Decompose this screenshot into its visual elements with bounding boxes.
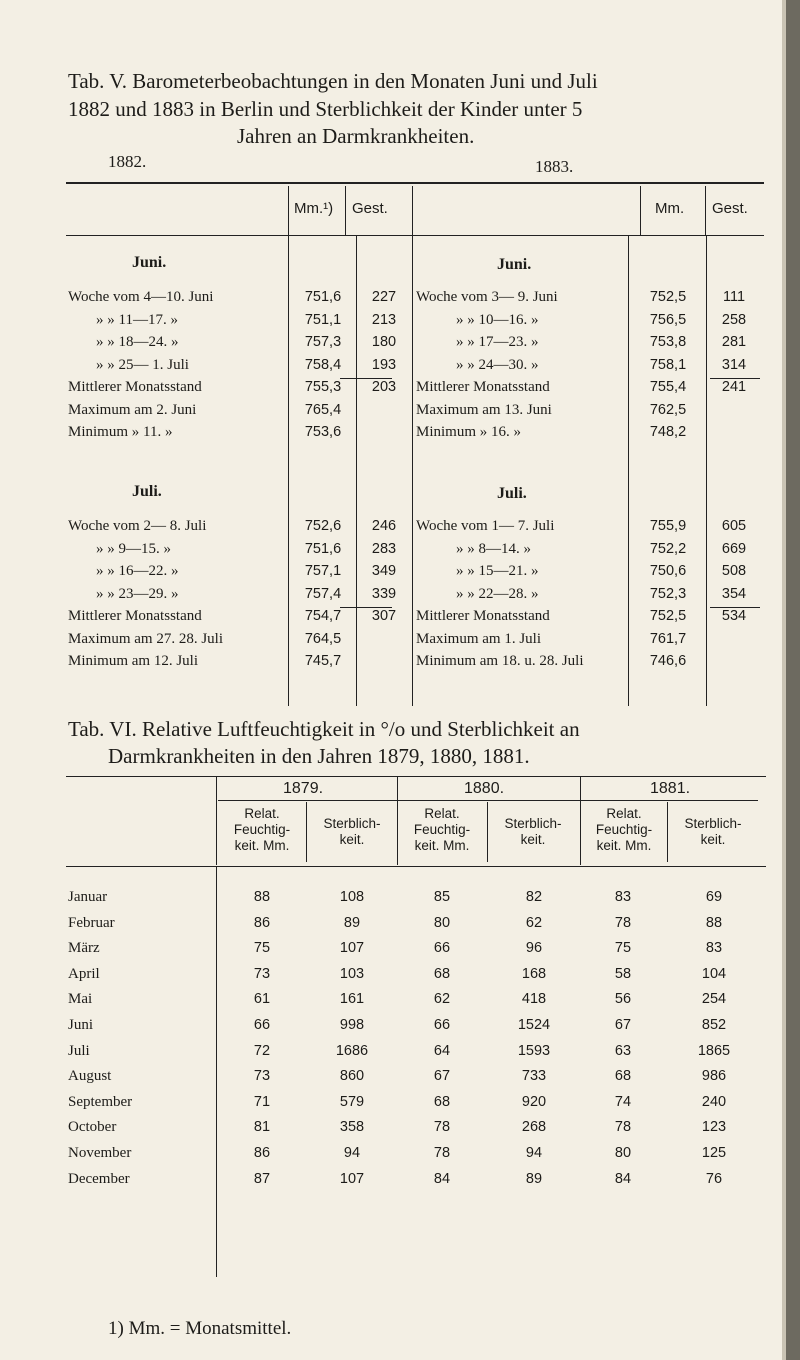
- tab5-mm-left: 753,6: [304, 424, 342, 440]
- tab5-section-heading-right: Juni.: [497, 256, 532, 273]
- tab6-body-v1: [216, 867, 217, 1277]
- tab6-cell-value: 920: [521, 1093, 547, 1110]
- tab6-month-label: October: [68, 1119, 117, 1136]
- tab5-gest-left: 203: [371, 379, 397, 395]
- tab6-sub-humidity: keit. Mm.: [596, 838, 652, 853]
- tab6-cell-value: 358: [339, 1119, 365, 1136]
- tab5-mm-left: 751,6: [304, 540, 342, 557]
- tab5-gest-right: 314: [721, 356, 747, 373]
- tab5-mm-left: 751,1: [304, 311, 342, 328]
- tab6-cell-value: 852: [701, 1017, 727, 1033]
- tab5-mm-right: 761,7: [649, 630, 687, 647]
- tab5-section-heading-left: Juli.: [132, 483, 162, 500]
- tab5-row-label-right: Minimum » 16. »: [416, 424, 522, 440]
- tab6-sub-humidity: Feuchtig-: [413, 822, 471, 837]
- tab6-cell-value: 78: [614, 1119, 632, 1136]
- tab5-header-rule: [66, 235, 764, 236]
- tab5-row-label-left: Mittlerer Monatsstand: [68, 379, 202, 395]
- tab6-sub-mortality: keit.: [700, 832, 726, 847]
- tab6-cell-value: 67: [433, 1068, 451, 1085]
- tab6-cell-value: 83: [614, 889, 632, 905]
- tab6-cell-value: 61: [253, 991, 271, 1008]
- tab5-gest-left: 307: [371, 608, 397, 624]
- tab5-row-label-left: Minimum am 12. Juli: [68, 653, 199, 669]
- tab6-month-label: Mai: [68, 991, 93, 1008]
- tab6-cell-value: 86: [253, 914, 271, 931]
- tab5-row-label-left: » » 18—24. »: [96, 334, 179, 350]
- tab6-cell-value: 64: [433, 1042, 451, 1059]
- tab6-sub-humidity: Relat.: [424, 806, 460, 821]
- tab5-mm-left: 752,6: [304, 518, 342, 534]
- tab5-row-label-left: » » 11—17. »: [96, 311, 178, 328]
- tab6-cell-value: 72: [253, 1042, 271, 1059]
- tab5-hdr-v3: [412, 186, 413, 236]
- tab6-cell-value: 63: [614, 1042, 632, 1059]
- tab5-row-label-left: » » 23—29. »: [96, 585, 179, 602]
- tab6-year-1880: 1880.: [464, 780, 505, 797]
- tab6-cell-value: 71: [253, 1093, 271, 1110]
- tab6-cell-value: 87: [253, 1170, 271, 1187]
- tab5-row-label-right: Woche vom 3— 9. Juni: [416, 289, 558, 305]
- tab6-cell-value: 579: [339, 1093, 365, 1110]
- tab6-cell-value: 73: [253, 1068, 271, 1085]
- tab6-sub-mortality: keit.: [339, 832, 365, 847]
- tab5-mean-rule-right: [710, 378, 760, 379]
- tab6-month-label: Februar: [68, 914, 115, 931]
- tab6-cell-value: 62: [525, 914, 543, 931]
- tab6-cell-value: 66: [433, 1017, 451, 1033]
- tab6-cell-value: 240: [701, 1093, 727, 1110]
- tab5-gest-right: 669: [721, 540, 747, 557]
- tab5-mm-right: 756,5: [649, 311, 687, 328]
- tab5-mean-rule-left: [340, 378, 392, 379]
- tab5-row-label-left: Mittlerer Monatsstand: [68, 608, 202, 624]
- tab6-month-label: April: [68, 965, 100, 982]
- tab5-gest-left: 246: [371, 518, 397, 534]
- tab6-cell-value: 125: [701, 1145, 727, 1161]
- tab6-cell-value: 58: [614, 965, 632, 982]
- tab5-gest-left: 339: [371, 585, 397, 602]
- tab5-title-line3: Jahren an Darmkrankheiten.: [237, 124, 475, 148]
- tab6-cell-value: 1524: [517, 1017, 551, 1033]
- tab5-section-heading-right: Juli.: [497, 485, 527, 502]
- tab6-cell-value: 84: [433, 1170, 451, 1187]
- tab6-cell-value: 80: [433, 914, 451, 931]
- tab6-hdr-v0: [216, 777, 217, 865]
- tab6-cell-value: 69: [705, 889, 723, 905]
- tab5-gest-right: 281: [721, 334, 747, 350]
- tab5-mm-right: 762,5: [649, 401, 687, 418]
- tab5-row-label-right: Minimum am 18. u. 28. Juli: [416, 653, 584, 669]
- tab6-cell-value: 76: [705, 1170, 723, 1187]
- tab6-cell-value: 83: [705, 940, 723, 957]
- tab6-cell-value: 75: [253, 940, 271, 957]
- tab6-cell-value: 68: [614, 1068, 632, 1085]
- tab6-top-rule: [66, 776, 766, 777]
- tab5-row-label-right: » » 8—14. »: [456, 540, 531, 557]
- tab6-cell-value: 89: [525, 1170, 543, 1187]
- tab5-row-label-left: Maximum am 2. Juni: [68, 401, 197, 418]
- tab5-row-label-left: Woche vom 2— 8. Juli: [68, 518, 207, 534]
- tab5-mm-right: 755,9: [649, 518, 687, 534]
- tab6-cell-value: 94: [525, 1145, 543, 1161]
- tab6-header-rule: [66, 866, 766, 867]
- tab6-cell-value: 161: [339, 991, 365, 1008]
- tab6-cell-value: 82: [525, 889, 543, 905]
- tab6-sub-humidity: Relat.: [606, 806, 642, 821]
- tab6-sub-humidity: Feuchtig-: [595, 822, 653, 837]
- tab5-gest-left: 193: [371, 356, 397, 373]
- tab6-month-label: März: [68, 940, 100, 957]
- tab5-gest-left: 349: [371, 563, 397, 579]
- tab5-row-label-right: Mittlerer Monatsstand: [416, 608, 550, 624]
- tab5-gest-left: 227: [371, 289, 397, 305]
- tab5-col-mm-right: Mm.: [655, 200, 685, 217]
- tab6-cell-value: 89: [343, 914, 361, 931]
- tab5-mean-rule-right: [710, 607, 760, 608]
- tab5-row-label-right: » » 24—30. »: [456, 356, 539, 373]
- tab6-month-label: Januar: [68, 889, 108, 905]
- tab6-cell-value: 66: [253, 1017, 271, 1033]
- tab6-cell-value: 78: [433, 1119, 451, 1136]
- tab5-mean-rule-left: [340, 607, 392, 608]
- tab5-col-mm-left: Mm.¹): [294, 200, 334, 217]
- tab5-mm-right: 752,5: [649, 289, 687, 305]
- tab6-cell-value: 68: [433, 965, 451, 982]
- tab6-cell-value: 168: [521, 965, 547, 982]
- tab6-cell-value: 78: [433, 1145, 451, 1161]
- tab5-row-label-left: Maximum am 27. 28. Juli: [68, 630, 223, 647]
- tab5-row-label-left: » » 16—22. »: [96, 563, 179, 579]
- book-edge-shadow: [782, 0, 786, 1360]
- tab6-sub-mortality: Sterblich-: [504, 816, 562, 831]
- tab6-cell-value: 733: [521, 1068, 547, 1085]
- tab5-body-v4: [628, 236, 629, 706]
- tab5-year-left: 1882.: [108, 152, 147, 171]
- tab6-cell-value: 66: [433, 940, 451, 957]
- tab5-mm-right: 753,8: [649, 334, 687, 350]
- tab5-mm-left: 765,4: [304, 401, 342, 418]
- tab5-hdr-v5: [705, 186, 706, 236]
- tab6-cell-value: 268: [521, 1119, 547, 1136]
- tab5-gest-right: 241: [721, 379, 747, 395]
- tab6-month-label: November: [68, 1145, 132, 1161]
- tab6-year-1879: 1879.: [283, 780, 324, 797]
- tab5-gest-right: 508: [721, 563, 747, 579]
- tab6-month-label: Juli: [68, 1042, 90, 1059]
- tab5-row-label-right: » » 10—16. »: [456, 311, 539, 328]
- tab6-cell-value: 96: [525, 940, 543, 957]
- tab6-cell-value: 67: [614, 1017, 632, 1033]
- tab6-year-1881: 1881.: [650, 780, 691, 797]
- tab6-cell-value: 998: [339, 1017, 365, 1033]
- tab5-gest-left: 213: [371, 311, 397, 328]
- tab5-row-label-right: » » 15—21. »: [456, 563, 539, 579]
- tab6-cell-value: 78: [614, 914, 632, 931]
- tab5-mm-right: 750,6: [649, 563, 687, 579]
- tab5-mm-left: 757,1: [304, 563, 342, 579]
- tab6-cell-value: 103: [339, 965, 365, 982]
- tab5-mm-left: 758,4: [304, 356, 342, 373]
- book-edge: [786, 0, 800, 1360]
- tab5-body-v3: [412, 236, 413, 706]
- tab5-mm-right: 758,1: [649, 356, 687, 373]
- tab5-title-line1: Tab. V. Barometerbeobachtungen in den Monaten Juni und Juli: [68, 69, 598, 93]
- tab6-sub-humidity: Relat.: [244, 806, 280, 821]
- tab6-cell-value: 68: [433, 1093, 451, 1110]
- footnote: 1) Mm. = Monatsmittel.: [108, 1318, 292, 1339]
- tab5-mm-right: 752,5: [649, 608, 687, 624]
- tab5-row-label-left: » » 9—15. »: [96, 540, 171, 557]
- tab5-mm-right: 752,2: [649, 540, 687, 557]
- tab6-cell-value: 107: [339, 1170, 365, 1187]
- tab5-gest-left: 180: [371, 334, 397, 350]
- tab6-sub-humidity: keit. Mm.: [234, 838, 290, 853]
- tab5-row-label-right: Maximum am 13. Juni: [416, 401, 552, 418]
- tab5-hdr-v4: [640, 186, 641, 236]
- tab5-gest-left: 283: [371, 540, 397, 557]
- tab5-col-gest-right: Gest.: [712, 200, 748, 217]
- tab5-gest-right: 605: [721, 518, 747, 534]
- tab5-row-label-right: » » 17—23. »: [456, 334, 539, 350]
- tab6-cell-value: 62: [433, 991, 451, 1008]
- tab6-sub-mortality: Sterblich-: [323, 816, 381, 831]
- tab5-body-v5: [706, 236, 707, 706]
- tab5-mm-right: 748,2: [649, 424, 687, 440]
- tab5-mm-right: 755,4: [649, 379, 687, 395]
- tab5-gest-right: 354: [721, 585, 747, 602]
- tab6-cell-value: 108: [339, 889, 365, 905]
- tab6-cell-value: 94: [343, 1145, 361, 1161]
- tab6-year-rule: [218, 800, 758, 801]
- tab5-row-label-left: Woche vom 4—10. Juni: [68, 289, 214, 305]
- tab5-hdr-v1: [288, 186, 289, 236]
- tab6-cell-value: 418: [521, 991, 547, 1008]
- tab5-row-label-right: » » 22—28. »: [456, 585, 539, 602]
- tab6-month-label: Juni: [68, 1017, 94, 1033]
- tab5-mm-left: 757,4: [304, 585, 342, 602]
- tab5-gest-right: 258: [721, 311, 747, 328]
- tab5-mm-left: 745,7: [304, 653, 342, 669]
- tab6-sub-humidity: keit. Mm.: [414, 838, 470, 853]
- tab5-mm-left: 754,7: [304, 608, 342, 624]
- tab5-gest-right: 534: [721, 608, 747, 624]
- tab5-top-rule: [66, 182, 764, 184]
- tab5-mm-left: 764,5: [304, 630, 342, 647]
- tab6-cell-value: 1686: [335, 1042, 369, 1059]
- tab6-cell-value: 74: [614, 1093, 632, 1110]
- tab5-hdr-v2: [345, 186, 346, 236]
- tab6-cell-value: 75: [614, 940, 632, 957]
- tab5-body-v2: [356, 236, 357, 706]
- tab5-year-right: 1883.: [535, 157, 574, 176]
- tab6-cell-value: 73: [253, 965, 271, 982]
- tab5-row-label-left: Minimum » 11. »: [68, 424, 173, 440]
- tab6-sub-humidity: Feuchtig-: [233, 822, 291, 837]
- tab6-cell-value: 80: [614, 1145, 632, 1161]
- tab5-mm-left: 755,3: [304, 379, 342, 395]
- tab5-row-label-right: Maximum am 1. Juli: [416, 630, 541, 647]
- tab6-cell-value: 860: [339, 1068, 365, 1085]
- tab6-cell-value: 56: [614, 991, 632, 1008]
- tab5-row-label-left: » » 25— 1. Juli: [96, 356, 189, 373]
- tab6-title-line1: Tab. VI. Relative Luftfeuchtigkeit in °/o und Sterblichkeit an: [68, 717, 580, 741]
- tab5-body-v1: [288, 236, 289, 706]
- tab6-cell-value: 88: [705, 914, 723, 931]
- tab6-title-line2: Darmkrankheiten in den Jahren 1879, 1880, 1881.: [108, 744, 530, 768]
- tab6-sub-mortality: Sterblich-: [684, 816, 742, 831]
- tab6-cell-value: 107: [339, 940, 365, 957]
- tab6-cell-value: 123: [701, 1119, 727, 1136]
- tab6-cell-value: 86: [253, 1145, 271, 1161]
- tab5-mm-left: 751,6: [304, 289, 342, 305]
- tab6-cell-value: 81: [253, 1119, 271, 1136]
- tab5-title-line2: 1882 und 1883 in Berlin und Sterblichkeit der Kinder unter 5: [68, 97, 583, 121]
- tab6-cell-value: 1865: [697, 1042, 731, 1059]
- tab5-col-gest-left: Gest.: [352, 200, 388, 217]
- tab5-mm-right: 746,6: [649, 653, 687, 669]
- tab6-month-label: September: [68, 1093, 133, 1110]
- tab5-mm-left: 757,3: [304, 334, 342, 350]
- tab6-cell-value: 986: [701, 1068, 727, 1085]
- tab6-cell-value: 1593: [517, 1042, 551, 1059]
- tab5-gest-right: 111: [722, 289, 746, 305]
- tab6-cell-value: 88: [253, 889, 271, 905]
- tab6-cell-value: 104: [701, 965, 727, 982]
- tab6-month-label: December: [68, 1170, 130, 1187]
- tab5-mm-right: 752,3: [649, 585, 687, 602]
- tab6-cell-value: 84: [614, 1170, 632, 1187]
- tab6-cell-value: 85: [433, 889, 451, 905]
- tab5-row-label-right: Woche vom 1— 7. Juli: [416, 518, 555, 534]
- tab5-section-heading-left: Juni.: [132, 254, 167, 271]
- tab6-month-label: August: [68, 1068, 112, 1085]
- tab6-cell-value: 254: [701, 991, 727, 1008]
- tab6-sub-mortality: keit.: [520, 832, 546, 847]
- tab5-row-label-right: Mittlerer Monatsstand: [416, 379, 550, 395]
